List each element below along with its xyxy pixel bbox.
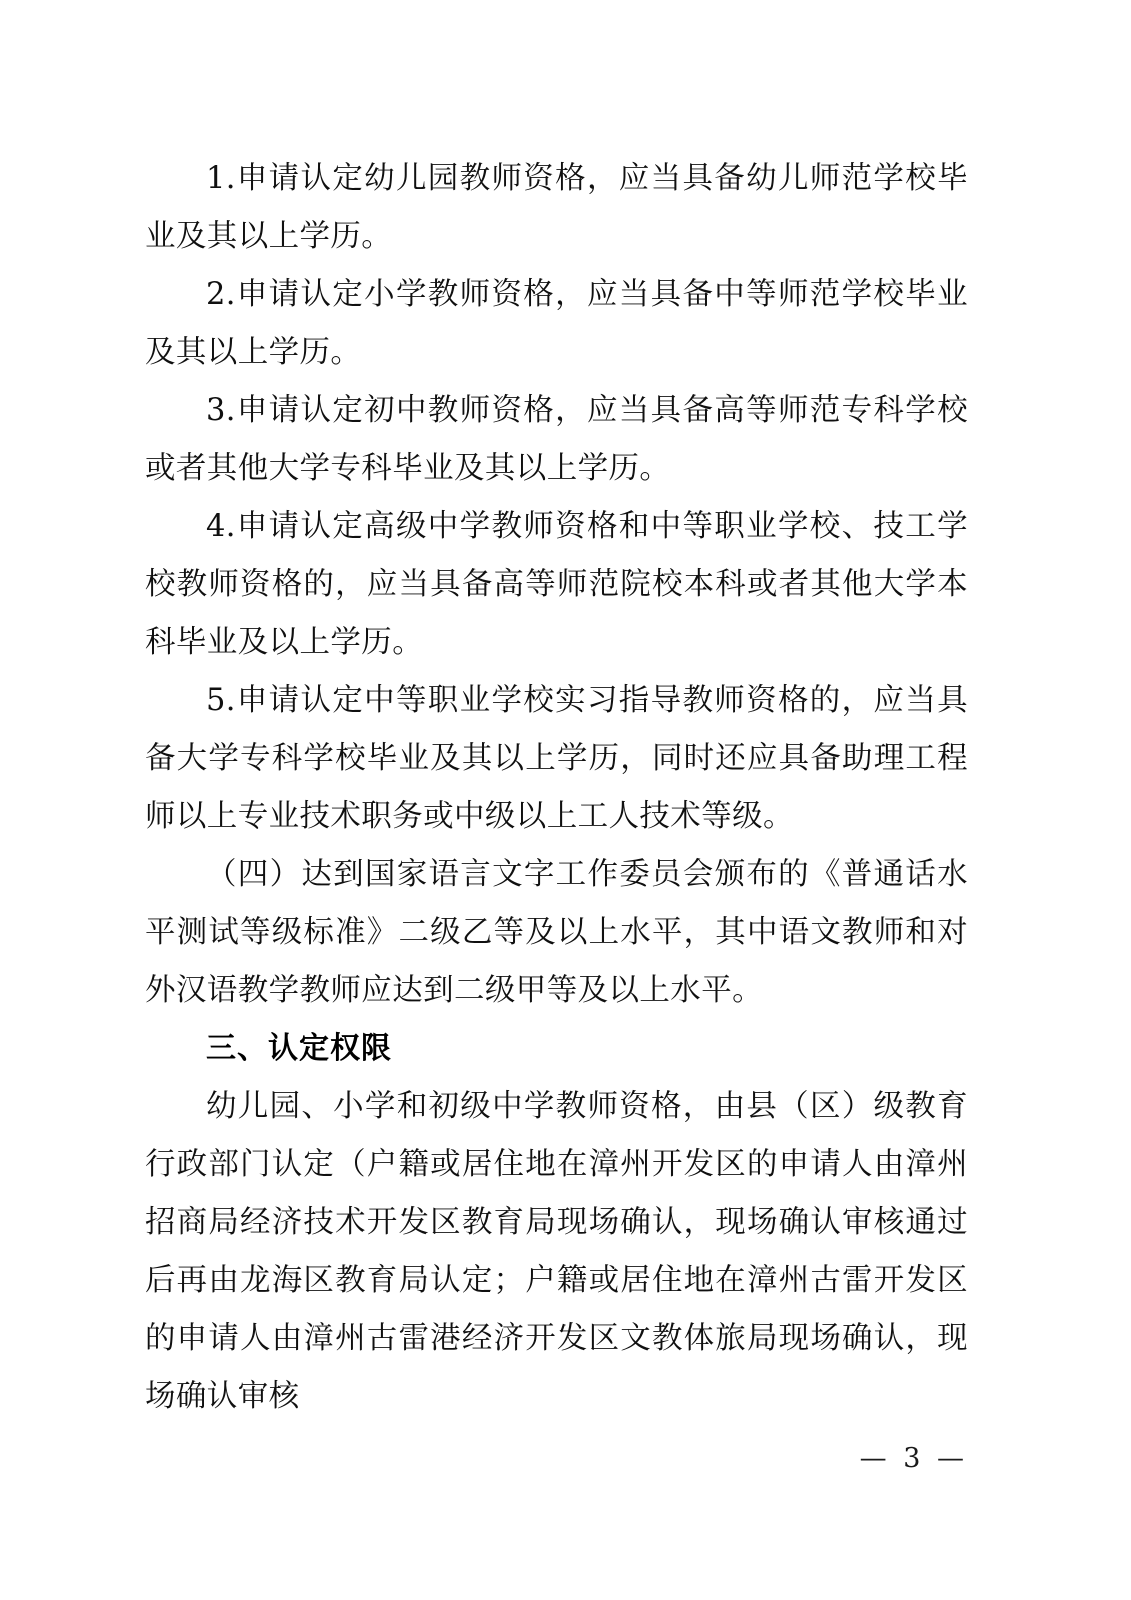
numbered-item-3: 3.申请认定初中教师资格，应当具备高等师范专科学校或者其他大学专科毕业及其以上学历。 bbox=[145, 393, 968, 486]
page-content bbox=[145, 150, 968, 1426]
numbered-item-4: 4.申请认定高级中学教师资格和中等职业学校、技工学校教师资格的，应当具备高等师范院校本科或者其他大学本科毕业及以上学历。 bbox=[145, 509, 968, 660]
section-heading-recognition-authority: 三、认定权限 bbox=[206, 1031, 392, 1066]
numbered-item-2: 2.申请认定小学教师资格，应当具备中等师范学校毕业及其以上学历。 bbox=[145, 277, 968, 370]
numbered-item-5: 5.申请认定中等职业学校实习指导教师资格的，应当具备大学专科学校毕业及其以上学历，同时还应具备助理工程师以上专业技术职务或中级以上工人技术等级。 bbox=[145, 683, 968, 834]
page-footer bbox=[0, 1443, 1131, 1474]
clause-four-paragraph: （四）达到国家语言文字工作委员会颁布的《普通话水平测试等级标准》二级乙等及以上水平，其中语文教师和对外汉语教学教师应达到二级甲等及以上水平。 bbox=[145, 857, 968, 1008]
recognition-authority-paragraph: 幼儿园、小学和初级中学教师资格，由县（区）级教育行政部门认定（户籍或居住地在漳州开发区的申请人由漳州招商局经济技术开发区教育局现场确认，现场确认审核通过后再由龙海区教育局认定；户籍或居住地在漳州古雷开发区的申请人由漳州古雷港经济开发区文教体旅局现场确认，现场确认审核 bbox=[145, 1089, 968, 1414]
page-number: — 3 — bbox=[859, 1443, 968, 1474]
numbered-item-1: 1.申请认定幼儿园教师资格，应当具备幼儿师范学校毕业及其以上学历。 bbox=[145, 161, 968, 254]
